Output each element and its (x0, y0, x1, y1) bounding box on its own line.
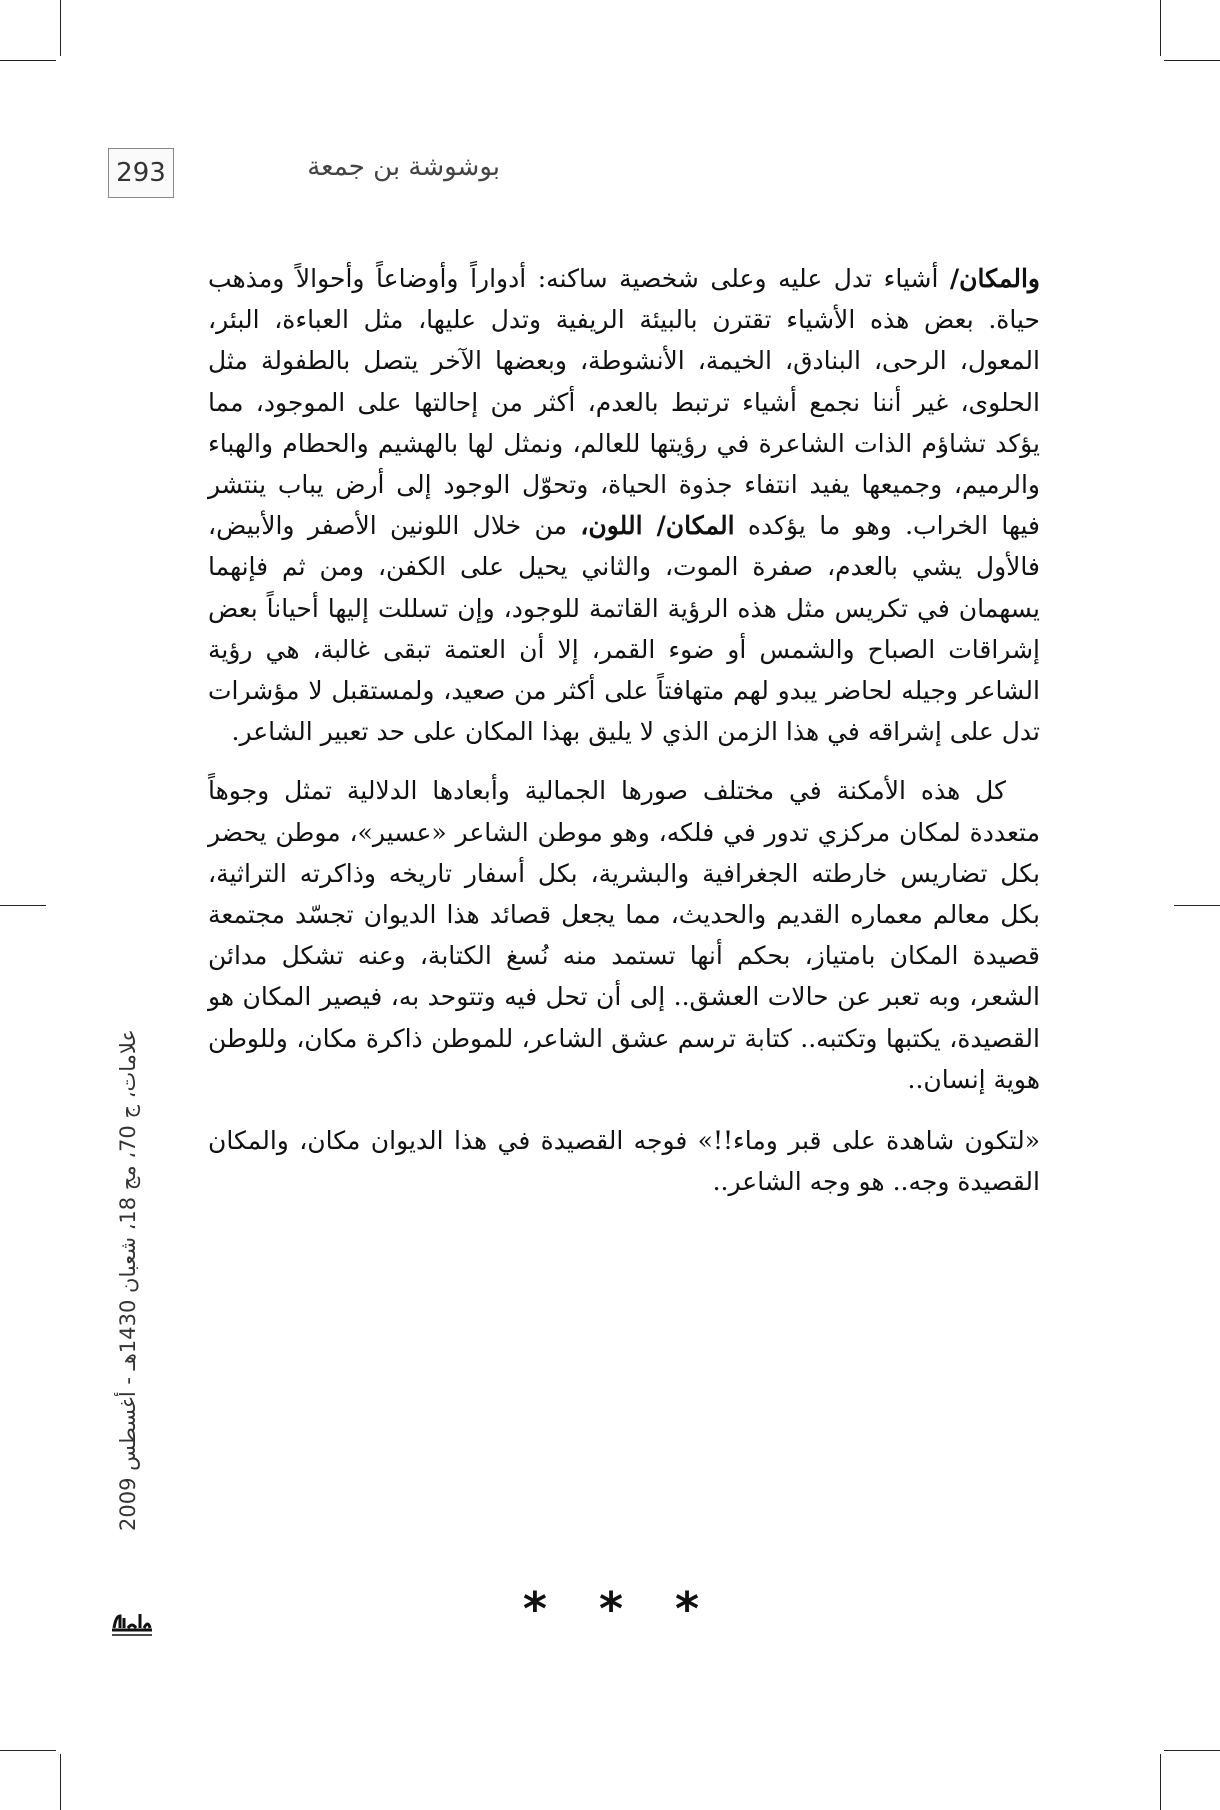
crop-mark (1174, 905, 1220, 906)
paragraph: كل هذه الأمكنة في مختلف صورها الجمالية وأبعادها الدلالية تمثل وجوهاً متعددة لمكان مركزي تدور في فلكه، وهو موطن الشاعر «عسير»، موطن يحضر بكل تضاريس خارطته الجغرافية والبشرية، بكل أسفار تاريخه وذاكرته التراثية، بكل معالم معماره القديم والحديث، مما يجعل قصائد هذا الديوان تجسّد مجتمعة قصيدة المكان بامتياز، بحكم أنها تستمد منه نُسغ الكتابة، وعنه تشكل مدائن الشعر، وبه تعبر عن حالات العشق.. إلى أن تحل فيه وتتوحد به، فيصير المكان هو القصيدة، يكتبها وتكتبه.. كتابة ترسم عشق الشاعر، للموطن ذاكرة مكان، وللوطن هوية إنسان.. (208, 776, 1040, 1094)
emphasis-term: والمكان/ (949, 264, 1040, 293)
journal-logo-icon (110, 1608, 154, 1638)
crop-mark (1164, 60, 1220, 61)
paragraph: «لتكون شاهدة على قبر وماء!!» فوجه القصيدة في هذا الديوان مكان، والمكان القصيدة وجه.. هو وجه الشاعر.. (208, 1126, 1040, 1197)
crop-mark (1160, 0, 1161, 56)
crop-mark (60, 0, 61, 56)
crop-mark (0, 1750, 56, 1751)
crop-mark (1164, 1750, 1220, 1751)
emphasis-term: المكان/ اللون، (580, 511, 735, 541)
paragraph (208, 258, 1040, 752)
crop-mark (1160, 1754, 1161, 1810)
crop-mark (0, 905, 46, 906)
article-body (208, 258, 1040, 1202)
crop-mark (0, 60, 56, 61)
journal-info-strip (110, 960, 146, 1600)
paragraph-text: من خلال اللونين الأصفر والأبيض، فالأول يشي بالعدم، صفرة الموت، والثاني يحيل على الكفن، ومن ثم فإنهما يسهمان في تكريس مثل هذه الرؤية القاتمة للوجود، وإن تسللت إليها أحياناً بعض إشراقات الصباح والشمس أو ضوء القمر، إلا أن العتمة تبقى غالبة، هي رؤية الشاعر وجيله لحاضر يبدو لهم متهافتاً على أكثر من صعيد، ولمستقبل لا مؤشرات تدل على إشراقه في هذا الزمن الذي لا يليق بهذا المكان على حد تعبير الشاعر. (208, 511, 1040, 747)
paragraph-text: أشياء تدل عليه وعلى شخصية ساكنه: أدواراً وأوضاعاً وأحوالاً ومذهب حياة. بعض هذه الأشياء تقترن بالبيئة الريفية وتدل عليها، مثل العباءة، البئر، المعول، الرحى، البنادق، الخيمة، الأنشوطة، وبعضها الآخر يتصل بالطفولة مثل الحلوى، غير أننا نجمع أشياء ترتبط بالعدم، أكثر من إحالتها على الموجود، مما يؤكد تشاؤم الذات الشاعرة في رؤيتها للعالم، ونمثل لها بالهشيم والحطام والهباء والرميم، وجميعها يفيد انتفاء جذوة الحياة، وتحوّل الوجود إلى أرض يباب ينتشر فيها الخراب. وهو ما يؤكده (208, 264, 1041, 541)
journal-info: علامات، ج 70، مج 18، شعبان 1430هـ - أغسطس 2009 (116, 1029, 140, 1531)
page-number: 293 (108, 148, 174, 198)
crop-mark (60, 1754, 61, 1810)
running-head-author: بوشوشة بن جمعة (307, 152, 500, 182)
section-separator: * * * (522, 1582, 718, 1636)
